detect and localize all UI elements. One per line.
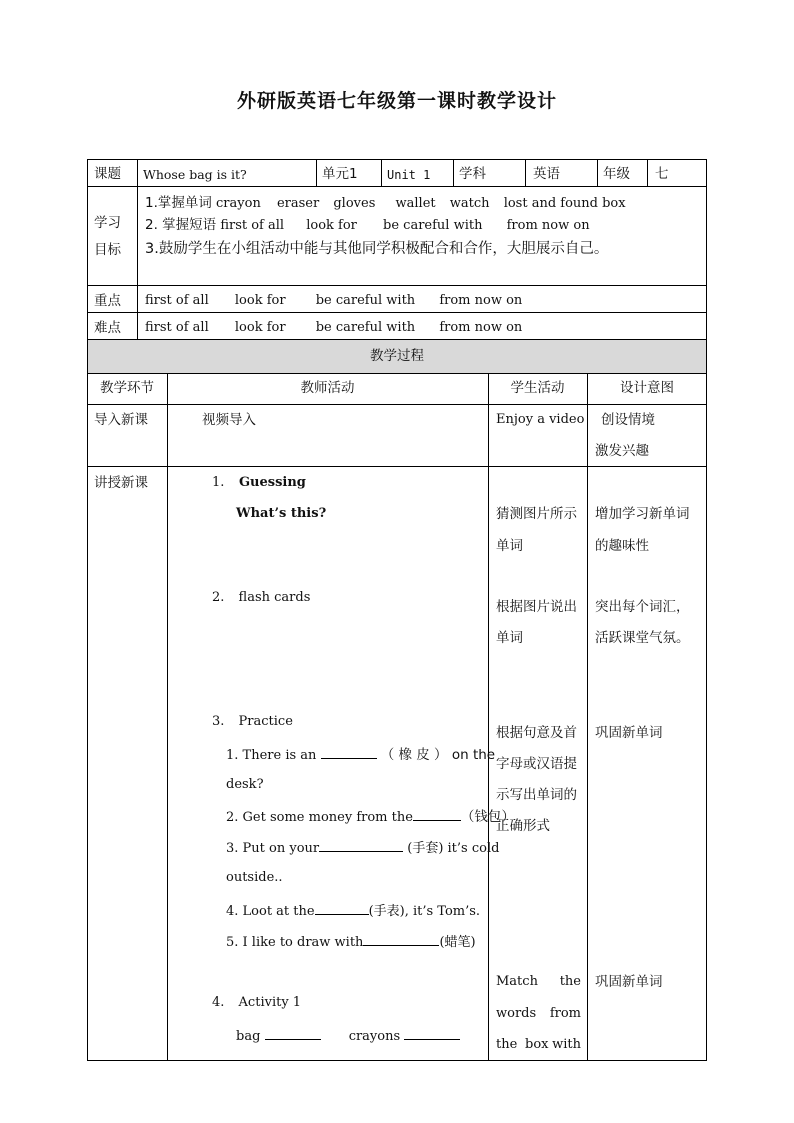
- step2-num: 2.: [212, 590, 225, 605]
- word-wallet: wallet: [395, 196, 436, 211]
- practice-item-4: [226, 902, 480, 920]
- process-header: 教学过程: [370, 348, 424, 364]
- step4-student-word: words: [496, 1006, 537, 1021]
- col-header-student: 学生活动: [510, 380, 565, 396]
- subject-label: 学科: [459, 166, 486, 182]
- step4-student-line3: [496, 1037, 581, 1053]
- word-eraser: eraser: [276, 196, 320, 211]
- objectives-label-line1: 学习: [94, 215, 121, 231]
- rule: [87, 186, 707, 187]
- practice-item-5: [226, 933, 476, 951]
- step3-num: 3.: [212, 714, 225, 729]
- rule: [381, 159, 382, 187]
- practice-4-text-a: 4. Loot at the: [226, 904, 315, 919]
- document-title: 外研版英语七年级第一课时教学设计: [236, 90, 557, 112]
- rule: [587, 373, 588, 1061]
- step3-heading: [212, 714, 293, 730]
- step1-purpose-line2: 的趣味性: [595, 538, 649, 554]
- activity-bag: bag: [236, 1029, 261, 1044]
- step2-title: flash cards: [238, 590, 311, 605]
- step3-student-line1: 根据句意及首: [496, 725, 577, 741]
- step4-student-word: the: [496, 1037, 518, 1052]
- unit-value: Unit 1: [387, 168, 431, 182]
- practice-2-blank: [413, 808, 461, 821]
- phrase: be careful with: [315, 320, 416, 335]
- step2-student-line1: 根据图片说出: [496, 599, 577, 615]
- practice-5-blank: [363, 933, 439, 946]
- intro-purpose-line1: 创设情境: [601, 412, 655, 428]
- step2-heading: [212, 590, 310, 606]
- word-gloves: gloves: [333, 196, 376, 211]
- step2-purpose-line1: 突出每个词汇，: [595, 599, 690, 615]
- practice-1-text-b: （ 橡 皮 ） on the: [380, 747, 496, 763]
- practice-5-text-a: 5. I like to draw with: [226, 935, 364, 950]
- practice-2-text-b: （钱包）: [460, 809, 515, 825]
- practice-item-3: [226, 839, 499, 857]
- step3-purpose: 巩固新单词: [595, 725, 663, 741]
- step4-student-word: box: [525, 1037, 549, 1052]
- subject-value: 英语: [533, 166, 560, 182]
- topic-value: Whose bag is it?: [143, 167, 247, 182]
- step4-student-word: with: [552, 1037, 581, 1052]
- rule-top: [87, 159, 707, 160]
- rule: [137, 159, 138, 340]
- rule: [453, 159, 454, 187]
- step4-num: 4.: [212, 995, 225, 1010]
- step2-student-line2: 单词: [496, 630, 523, 646]
- step1-title: Guessing: [238, 475, 306, 490]
- phrase: first of all: [145, 293, 209, 308]
- rule: [87, 404, 707, 405]
- phrase-look-for: look for: [306, 218, 357, 233]
- intro-teacher: 视频导入: [202, 412, 256, 428]
- rule: [87, 373, 707, 374]
- key-points-phrases: [145, 293, 522, 309]
- intro-stage: 导入新课: [94, 412, 148, 428]
- word-crayon: crayon: [216, 196, 261, 211]
- step4-heading: [212, 995, 301, 1011]
- practice-1-blank: [321, 746, 377, 759]
- practice-1-text-a: 1. There is an: [226, 748, 317, 763]
- phrase: from now on: [439, 293, 523, 308]
- phrase: from now on: [439, 320, 523, 335]
- activity-crayons: crayons: [348, 1029, 401, 1044]
- step3-student-line3: 示写出单词的: [496, 787, 577, 803]
- step4-purpose: 巩固新单词: [595, 974, 663, 990]
- practice-4-blank: [315, 902, 369, 915]
- objective-2-prefix: 2. 掌握短语: [145, 217, 217, 233]
- step1-heading: [212, 475, 306, 491]
- step1-student-line1: 猜测图片所示: [496, 506, 577, 522]
- activity-crayons-blank: [404, 1027, 460, 1040]
- difficult-points-label: 难点: [94, 320, 121, 336]
- step3-student-line2: 字母或汉语提: [496, 756, 577, 772]
- word-watch: watch: [449, 196, 490, 211]
- step4-title: Activity 1: [238, 995, 302, 1010]
- lesson-plan-table: [87, 159, 707, 1061]
- intro-student: Enjoy a video: [496, 412, 585, 427]
- rule: [488, 373, 489, 1061]
- rule-bottom: [87, 1060, 707, 1061]
- activity-bag-blank: [265, 1027, 321, 1040]
- practice-3-text-c: outside..: [226, 870, 283, 885]
- rule: [597, 159, 598, 187]
- rule: [167, 373, 168, 1061]
- step1-purpose-line1: 增加学习新单词: [595, 506, 690, 522]
- rule: [87, 466, 707, 467]
- new-lesson-stage: 讲授新课: [94, 475, 148, 491]
- col-header-purpose: 设计意图: [620, 380, 674, 396]
- objective-2: [145, 217, 590, 234]
- step4-student-word: from: [549, 1006, 581, 1021]
- rule: [316, 159, 317, 187]
- objective-1: [145, 195, 626, 212]
- step4-student-word: the: [559, 974, 581, 989]
- step4-student-word: Match: [496, 974, 538, 989]
- phrase: look for: [234, 320, 286, 335]
- step1-student-line2: 单词: [496, 538, 523, 554]
- rule-right: [706, 159, 707, 1061]
- step1-num: 1.: [212, 475, 225, 490]
- rule: [647, 159, 648, 187]
- rule: [87, 339, 707, 340]
- practice-3-text-b: (手套) it’s cold: [407, 841, 500, 856]
- col-header-teacher: 教师活动: [300, 380, 355, 396]
- phrase-be-careful-with: be careful with: [383, 218, 483, 233]
- practice-2-text-a: 2. Get some money from the: [226, 810, 413, 825]
- phrase-first-of-all: first of all: [220, 218, 285, 233]
- objective-1-prefix: 1.掌握单词: [145, 195, 212, 211]
- practice-3-text-a: 3. Put on your: [226, 841, 320, 856]
- objectives-label-line2: 目标: [94, 242, 121, 258]
- topic-label: 课题: [94, 166, 121, 182]
- key-points-label: 重点: [94, 293, 121, 309]
- step3-student-line4: 正确形式: [496, 818, 550, 834]
- grade-value: 七: [655, 166, 669, 182]
- unit-label: 单元1: [322, 166, 358, 182]
- step2-purpose-line2: 活跃课堂气氛。: [595, 630, 690, 646]
- phrase: look for: [234, 293, 286, 308]
- activity-line: [236, 1027, 460, 1045]
- rule: [525, 159, 526, 187]
- practice-1-text-c: desk?: [226, 777, 264, 792]
- practice-3-blank: [319, 839, 403, 852]
- practice-item-1: [226, 746, 495, 764]
- intro-purpose-line2: 激发兴趣: [595, 443, 649, 459]
- rule: [87, 312, 707, 313]
- step1-sub: What’s this?: [236, 506, 327, 521]
- phrase: first of all: [145, 320, 209, 335]
- objective-3: 3.鼓励学生在小组活动中能与其他同学积极配合和合作，大胆展示自己。: [145, 241, 609, 257]
- col-header-stage: 教学环节: [100, 380, 154, 396]
- difficult-points-phrases: [145, 320, 522, 336]
- step4-student-line1: [496, 974, 581, 990]
- phrase-from-now-on: from now on: [506, 218, 590, 233]
- step3-title: Practice: [238, 714, 293, 729]
- rule: [87, 285, 707, 286]
- rule-left: [87, 159, 88, 1061]
- practice-4-text-b: (手表), it’s Tom’s.: [368, 904, 481, 919]
- practice-5-text-b: (蜡笔): [439, 935, 476, 950]
- step4-student-line2: [496, 1006, 581, 1022]
- practice-item-2: [226, 808, 515, 826]
- phrase: be careful with: [315, 293, 416, 308]
- grade-label: 年级: [603, 166, 630, 182]
- word-lost-and-found-box: lost and found box: [503, 196, 626, 211]
